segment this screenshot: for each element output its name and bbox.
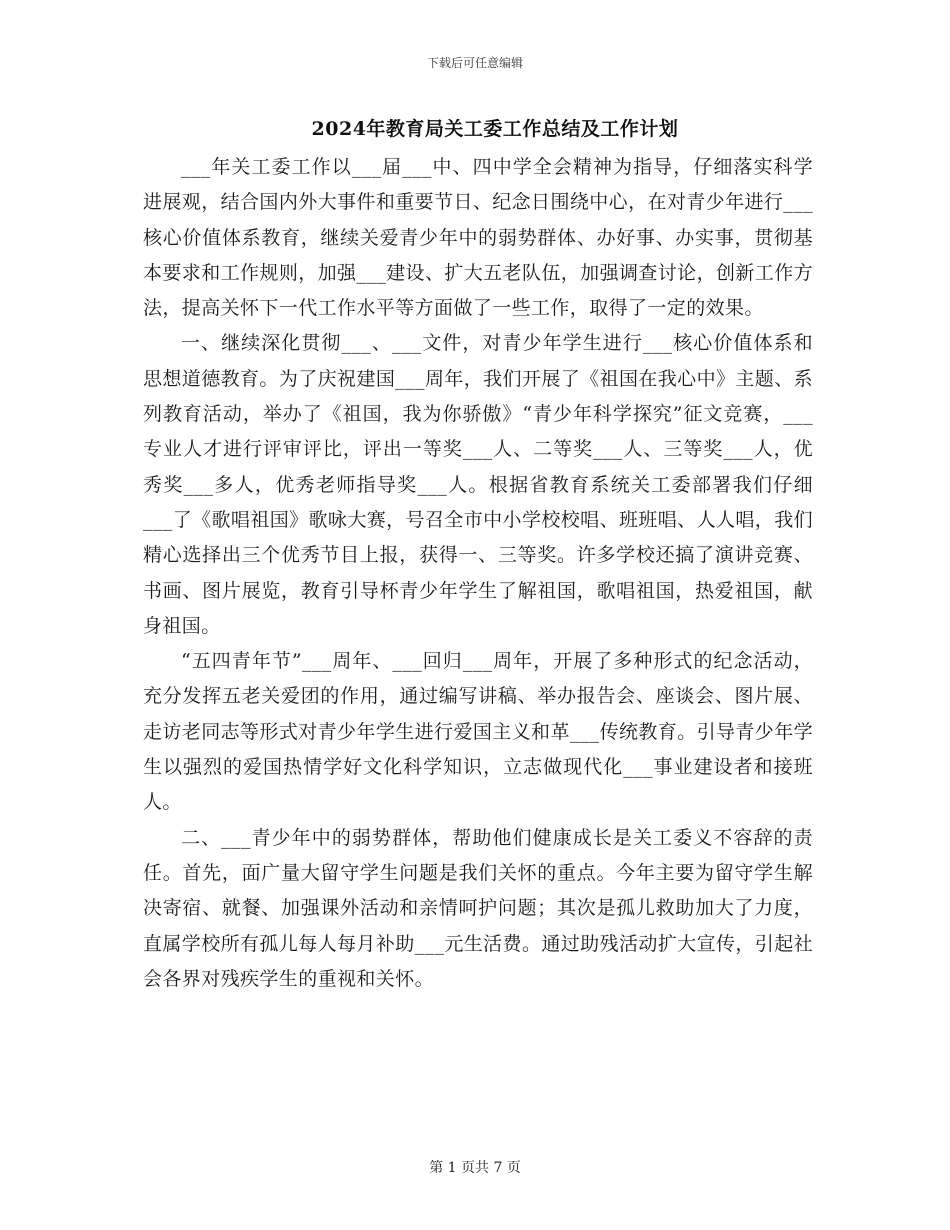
header-note: 下载后可任意编辑 xyxy=(426,56,523,70)
paragraph-intro: ___年关工委工作以___届___中、四中学全会精神为指导，仔细落实科学进展观，结合国内外大事件和重要节日、纪念日围绕中心，在对青少年进行___核心价值体系教育，继续关爱青少年中的弱势群体、办好事、办实事，贯彻基本要求和工作规则，加强___建设、扩大五老队伍，加强调查讨论，创新工作方法，提高关怀下一代工作水平等方面做了一些工作，取得了一定的效果。 xyxy=(143,156,813,320)
document-body xyxy=(143,150,813,997)
paragraph-section-one: 一、继续深化贯彻___、___文件，对青少年学生进行___核心价值体系和思想道德教育。为了庆祝建国___周年，我们开展了《祖国在我心中》主题、系列教育活动，举办了《祖国，我为你骄傲》“青少年科学探究”征文竞赛，___专业人才进行评审评比，评出一等奖___人、二等奖___人、三等奖___人，优秀奖___多人，优秀老师指导奖___人。根据省教育系统关工委部署我们仔细___了《歌唱祖国》歌咏大赛，号召全市中小学校校唱、班班唱、人人唱，我们精心选择出三个优秀节目上报，获得一、三等奖。许多学校还搞了演讲竞赛、书画、图片展览，教育引导杯青少年学生了解祖国，歌唱祖国，热爱祖国，献身祖国。 xyxy=(143,332,813,637)
document-title: 2024年教育局关工委工作总结及工作计划 xyxy=(311,118,679,140)
paragraph-section-two: 二、___青少年中的弱势群体，帮助他们健康成长是关工委义不容辞的责任。首先，面广量大留守学生问题是我们关怀的重点。今年主要为留守学生解决寄宿、就餐、加强课外活动和亲情呵护问题；其次是孤儿救助加大了力度，直属学校所有孤儿每人每月补助___元生活费。通过助残活动扩大宣传，引起社会各界对残疾学生的重视和关怀。 xyxy=(143,826,813,990)
page-number: 第 1 页共 7 页 xyxy=(429,1160,521,1176)
paragraph-youth-day: “五四青年节”___周年、___回归___周年，开展了多种形式的纪念活动，充分发挥五老关爱团的作用，通过编写讲稿、举办报告会、座谈会、图片展、走访老同志等形式对青少年学生进行爱国主义和革___传统教育。引导青少年学生以强烈的爱国热情学好文化科学知识，立志做现代化___事业建设者和接班人。 xyxy=(143,650,813,814)
